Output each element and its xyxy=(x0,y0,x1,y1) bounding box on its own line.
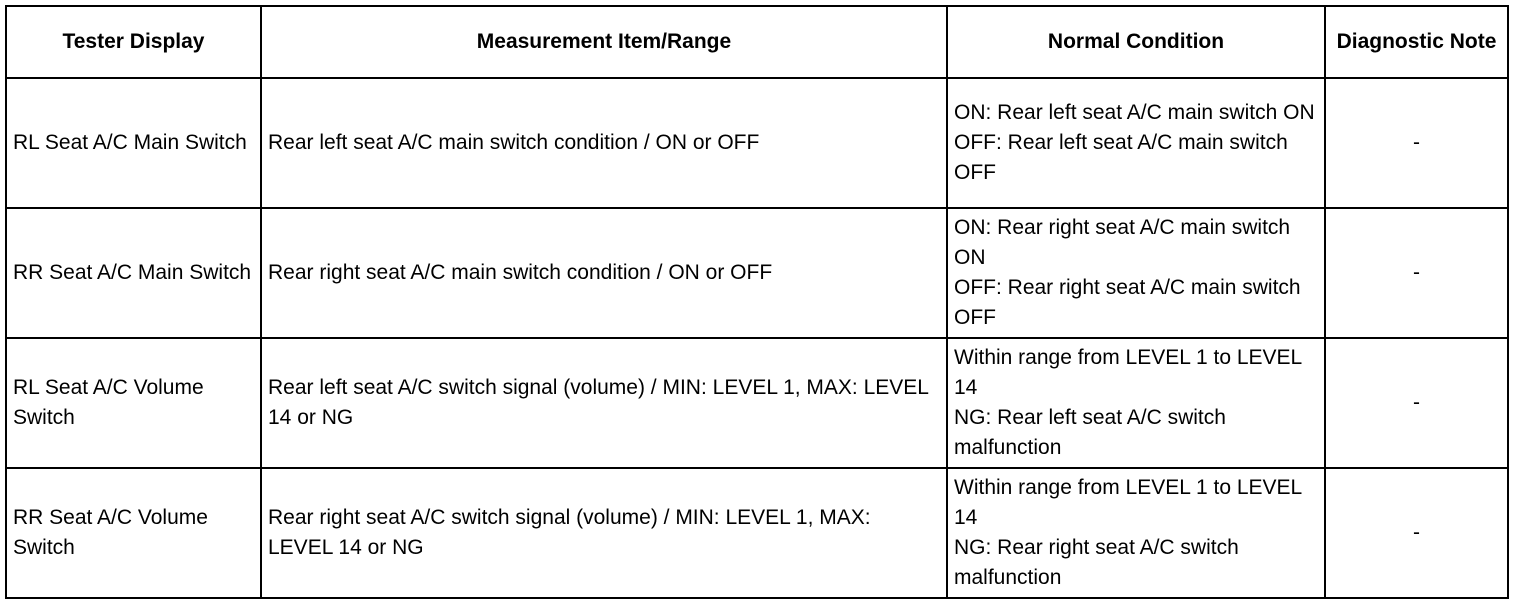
cell-measurement: Rear left seat A/C switch signal (volume) / MIN: LEVEL 1, MAX: LEVEL 14 or NG xyxy=(261,338,947,468)
cell-normal-condition xyxy=(947,78,1325,208)
cell-tester-display: RL Seat A/C Main Switch xyxy=(6,78,261,208)
header-tester-display: Tester Display xyxy=(6,6,261,78)
table-row xyxy=(6,208,1508,338)
header-diagnostic-note: Diagnostic Note xyxy=(1325,6,1508,78)
cell-normal-condition xyxy=(947,208,1325,338)
cell-tester-display: RL Seat A/C Volume Switch xyxy=(6,338,261,468)
table-header xyxy=(6,6,1508,78)
normal-condition-line: NG: Rear right seat A/C switch malfunction xyxy=(954,536,1239,589)
cell-measurement: Rear right seat A/C switch signal (volume) / MIN: LEVEL 1, MAX: LEVEL 14 or NG xyxy=(261,468,947,598)
cell-tester-display: RR Seat A/C Main Switch xyxy=(6,208,261,338)
data-monitor-table xyxy=(5,5,1509,599)
normal-condition-line: OFF: Rear right seat A/C main switch OFF xyxy=(954,276,1301,329)
normal-condition-line: NG: Rear left seat A/C switch malfunction xyxy=(954,406,1226,459)
normal-condition-line: OFF: Rear left seat A/C main switch OFF xyxy=(954,131,1288,184)
cell-normal-condition xyxy=(947,468,1325,598)
cell-diagnostic-note: - xyxy=(1325,208,1508,338)
normal-condition-line: Within range from LEVEL 1 to LEVEL 14 xyxy=(954,346,1302,399)
normal-condition-line: Within range from LEVEL 1 to LEVEL 14 xyxy=(954,476,1302,529)
header-measurement-item: Measurement Item/Range xyxy=(261,6,947,78)
cell-normal-condition xyxy=(947,338,1325,468)
table-container xyxy=(5,5,1509,599)
normal-condition-line: ON: Rear right seat A/C main switch ON xyxy=(954,216,1291,269)
cell-measurement: Rear right seat A/C main switch condition / ON or OFF xyxy=(261,208,947,338)
cell-diagnostic-note: - xyxy=(1325,468,1508,598)
table-row xyxy=(6,468,1508,598)
header-row xyxy=(6,6,1508,78)
cell-tester-display: RR Seat A/C Volume Switch xyxy=(6,468,261,598)
normal-condition-line: ON: Rear left seat A/C main switch ON xyxy=(954,101,1315,124)
cell-diagnostic-note: - xyxy=(1325,78,1508,208)
table-body xyxy=(6,78,1508,598)
header-normal-condition: Normal Condition xyxy=(947,6,1325,78)
cell-measurement: Rear left seat A/C main switch condition / ON or OFF xyxy=(261,78,947,208)
cell-diagnostic-note: - xyxy=(1325,338,1508,468)
table-row xyxy=(6,338,1508,468)
table-row xyxy=(6,78,1508,208)
